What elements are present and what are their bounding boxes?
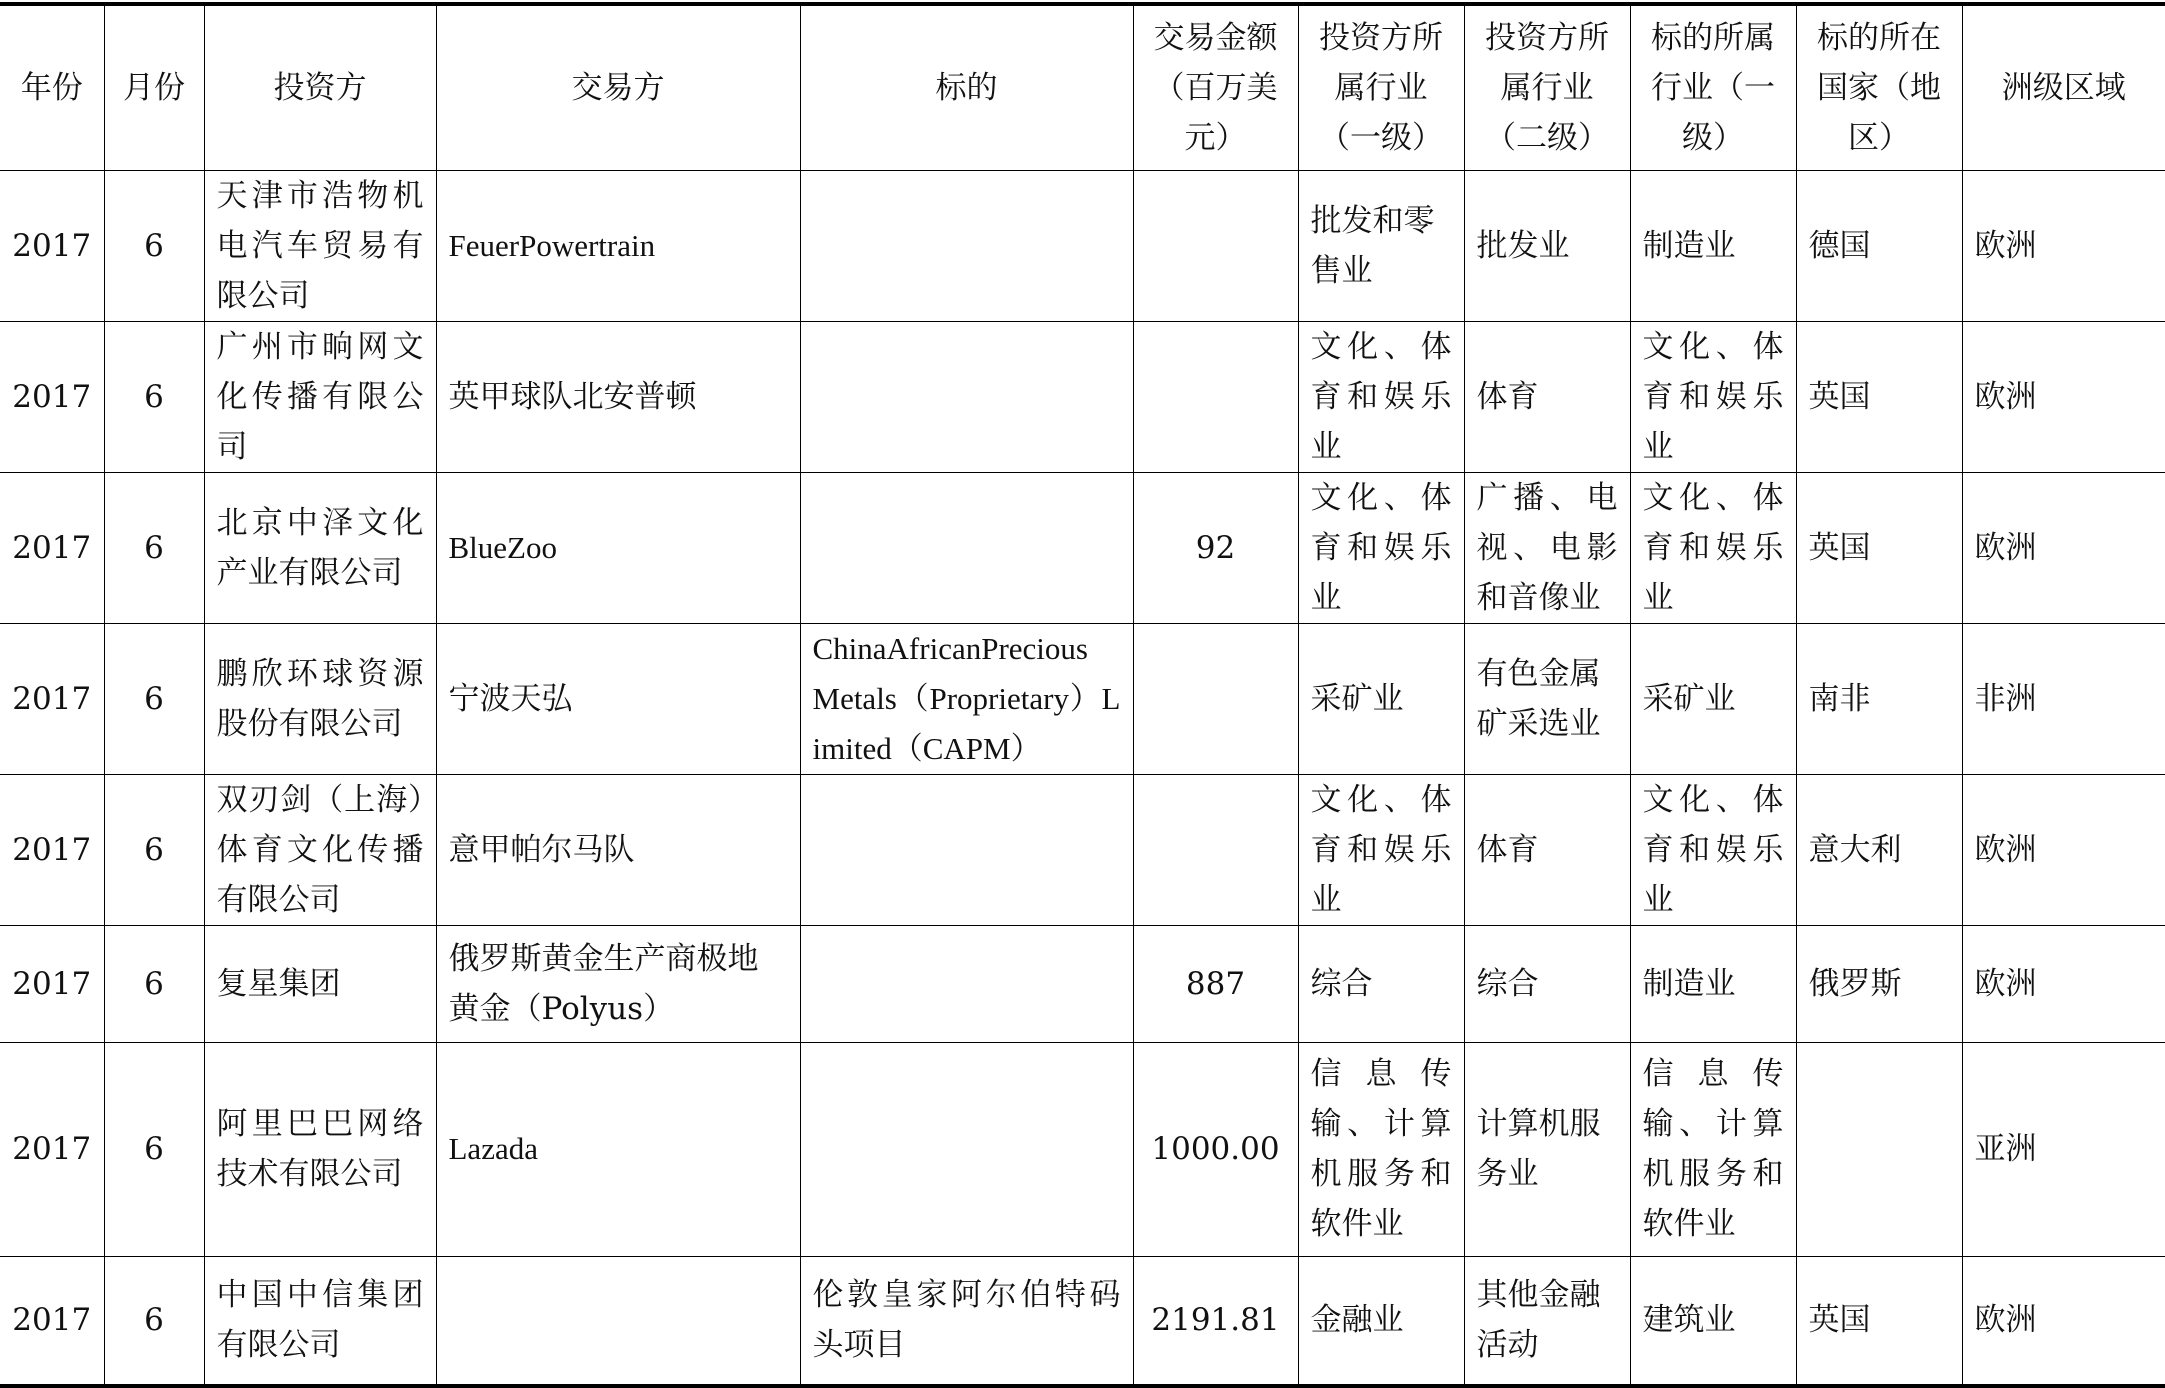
cell-investor-industry-l1: 金融业 [1298,1256,1464,1386]
table-row [0,170,2165,321]
header-counterparty: 交易方 [436,4,800,170]
cell-target [800,925,1133,1042]
cell-year: 2017 [0,170,104,321]
cell-investor: 天津市浩物机电汽车贸易有限公司 [204,170,436,321]
cell-month: 6 [104,170,204,321]
cell-investor: 北京中泽文化产业有限公司 [204,472,436,623]
header-investor-industry-l2: 投资方所属行业（二级） [1464,4,1630,170]
header-amount: 交易金额（百万美元） [1133,4,1298,170]
cell-region: 亚洲 [1962,1042,2165,1256]
table-row [0,472,2165,623]
cell-target-country: 英国 [1796,1256,1962,1386]
cell-target [800,170,1133,321]
header-target-industry-l1: 标的所属行业（一级） [1630,4,1796,170]
cell-investor-industry-l1: 批发和零售业 [1298,170,1464,321]
cell-year: 2017 [0,472,104,623]
cell-investor: 阿里巴巴网络技术有限公司 [204,1042,436,1256]
cell-target [800,774,1133,925]
cell-counterparty: BlueZoo [436,472,800,623]
table-row [0,623,2165,774]
cell-target-industry-l1: 文化、体育和娱乐业 [1630,321,1796,472]
cell-counterparty: 英甲球队北安普顿 [436,321,800,472]
cell-year: 2017 [0,321,104,472]
cell-amount: 92 [1133,472,1298,623]
cell-target-country: 英国 [1796,321,1962,472]
cell-target-industry-l1: 文化、体育和娱乐业 [1630,472,1796,623]
cell-investor: 鹏欣环球资源股份有限公司 [204,623,436,774]
cell-investor-industry-l2: 批发业 [1464,170,1630,321]
cell-amount: 2191.81 [1133,1256,1298,1386]
cell-year: 2017 [0,925,104,1042]
cell-region: 欧洲 [1962,1256,2165,1386]
cell-investor-industry-l2: 广播、电视、电影和音像业 [1464,472,1630,623]
cell-month: 6 [104,774,204,925]
cell-investor: 双刃剑（上海）体育文化传播有限公司 [204,774,436,925]
header-investor: 投资方 [204,4,436,170]
cell-amount [1133,170,1298,321]
cell-target-country: 德国 [1796,170,1962,321]
cell-target-country [1796,1042,1962,1256]
cell-counterparty [436,1256,800,1386]
cell-target: 伦敦皇家阿尔伯特码头项目 [800,1256,1133,1386]
header-target: 标的 [800,4,1133,170]
cell-region: 欧洲 [1962,472,2165,623]
cell-target [800,472,1133,623]
cell-investor-industry-l1: 文化、体育和娱乐业 [1298,472,1464,623]
cell-counterparty: 宁波天弘 [436,623,800,774]
cell-month: 6 [104,925,204,1042]
cell-target-industry-l1: 文化、体育和娱乐业 [1630,774,1796,925]
cell-target-industry-l1: 制造业 [1630,925,1796,1042]
cell-month: 6 [104,1042,204,1256]
table-row [0,1256,2165,1386]
cell-amount [1133,774,1298,925]
cell-investor-industry-l1: 文化、体育和娱乐业 [1298,774,1464,925]
cell-counterparty: 俄罗斯黄金生产商极地黄金（Polyus） [436,925,800,1042]
cell-investor-industry-l1: 综合 [1298,925,1464,1042]
cell-year: 2017 [0,1042,104,1256]
cell-investor-industry-l2: 体育 [1464,321,1630,472]
cell-target-country: 南非 [1796,623,1962,774]
cell-amount: 1000.00 [1133,1042,1298,1256]
cell-region: 欧洲 [1962,925,2165,1042]
cell-target [800,1042,1133,1256]
cell-investor-industry-l2: 综合 [1464,925,1630,1042]
cell-target-industry-l1: 采矿业 [1630,623,1796,774]
table-row [0,1042,2165,1256]
cell-year: 2017 [0,1256,104,1386]
cell-year: 2017 [0,774,104,925]
cell-target [800,321,1133,472]
cell-investor-industry-l2: 计算机服务业 [1464,1042,1630,1256]
table-row [0,321,2165,472]
cell-target-industry-l1: 制造业 [1630,170,1796,321]
cell-investor-industry-l1: 文化、体育和娱乐业 [1298,321,1464,472]
header-region: 洲级区域 [1962,4,2165,170]
cell-counterparty: 意甲帕尔马队 [436,774,800,925]
cell-investor-industry-l1: 采矿业 [1298,623,1464,774]
cell-region: 欧洲 [1962,170,2165,321]
header-year: 年份 [0,4,104,170]
cell-amount [1133,623,1298,774]
cell-investor: 中国中信集团有限公司 [204,1256,436,1386]
cell-target-country: 英国 [1796,472,1962,623]
header-target-country: 标的所在国家（地区） [1796,4,1962,170]
cell-month: 6 [104,623,204,774]
cell-target: ChinaAfricanPrecious Metals（Proprietary）Limited（CAPM） [800,623,1133,774]
header-month: 月份 [104,4,204,170]
cell-region: 欧洲 [1962,774,2165,925]
header-investor-industry-l1: 投资方所属行业（一级） [1298,4,1464,170]
table-row [0,774,2165,925]
cell-target-country: 俄罗斯 [1796,925,1962,1042]
header-row [0,4,2165,170]
cell-target-industry-l1: 建筑业 [1630,1256,1796,1386]
cell-region: 欧洲 [1962,321,2165,472]
cell-investor-industry-l2: 其他金融活动 [1464,1256,1630,1386]
cell-amount [1133,321,1298,472]
cell-target-country: 意大利 [1796,774,1962,925]
cell-investor-industry-l2: 体育 [1464,774,1630,925]
table-row [0,925,2165,1042]
cell-counterparty: Lazada [436,1042,800,1256]
cell-month: 6 [104,1256,204,1386]
cell-region: 非洲 [1962,623,2165,774]
investment-table [0,2,2165,1388]
cell-amount: 887 [1133,925,1298,1042]
cell-month: 6 [104,321,204,472]
cell-year: 2017 [0,623,104,774]
cell-investor-industry-l2: 有色金属矿采选业 [1464,623,1630,774]
cell-investor: 广州市晌网文化传播有限公司 [204,321,436,472]
cell-month: 6 [104,472,204,623]
cell-target-industry-l1: 信息传输、计算机服务和软件业 [1630,1042,1796,1256]
cell-investor: 复星集团 [204,925,436,1042]
cell-counterparty: FeuerPowertrain [436,170,800,321]
cell-investor-industry-l1: 信息传输、计算机服务和软件业 [1298,1042,1464,1256]
